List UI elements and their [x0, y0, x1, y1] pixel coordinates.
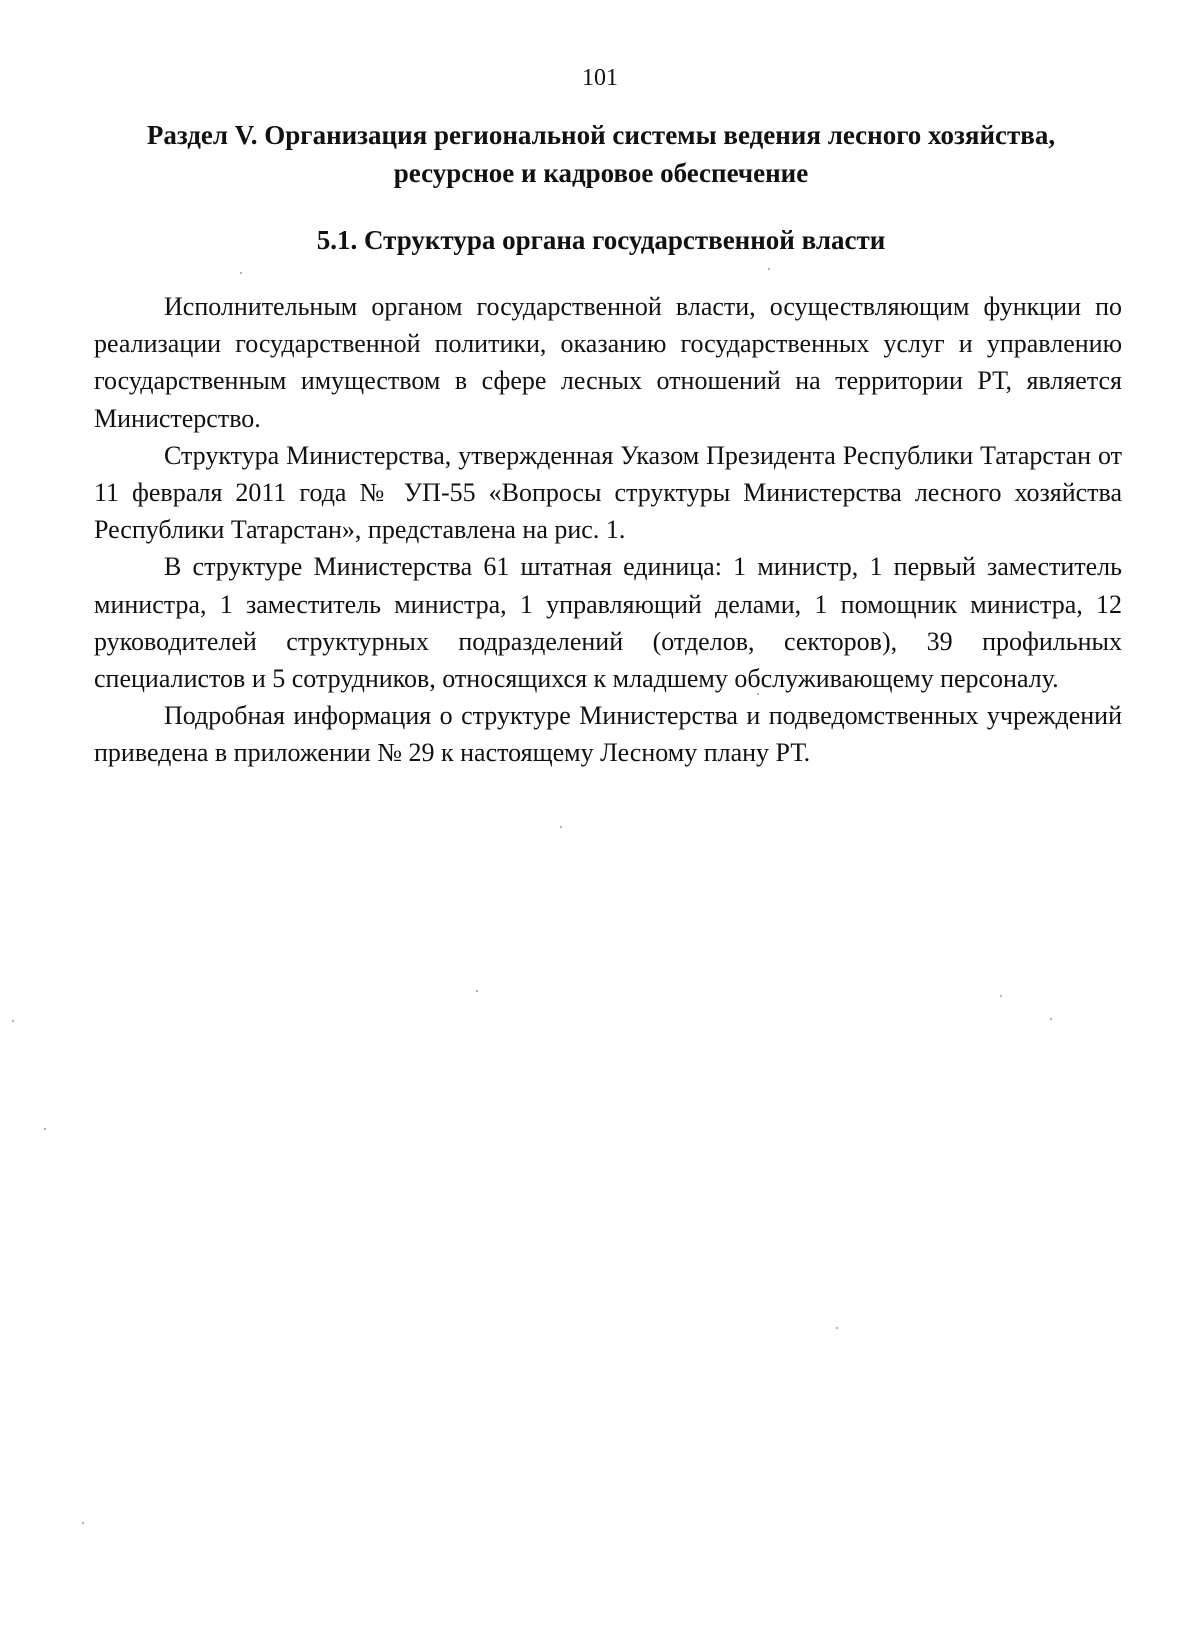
- section-title-line-1: Раздел V. Организация региональной системы ведения лесного хозяйства,: [146, 120, 1056, 150]
- scan-speck: [82, 1522, 84, 1524]
- paragraph: Структура Министерства, утвержденная Указом Президента Республики Татарстан от 11 февраля 2011 года № УП-55 «Вопросы структуры Министерства лесного хозяйства Республики Татарстан», представлена на рис. 1.: [94, 440, 1122, 545]
- body-text: [94, 288, 1122, 772]
- subsection-title: 5.1. Структура органа государственной власти: [316, 225, 886, 255]
- page-number: 101: [582, 65, 618, 91]
- paragraph: В структуре Министерства 61 штатная единица: 1 министр, 1 первый заместитель министра, 1 заместитель министра, 1 управляющий делами, 1 помощник министра, 12 руководителей структурных подразделений (отделов, секторов), 39 профильных специалистов и 5 сотрудников, относящихся к младшему обслуживающему персоналу.: [94, 552, 1122, 694]
- scan-speck: [836, 1327, 838, 1329]
- scan-speck: [12, 1020, 14, 1022]
- scan-speck: [1050, 1018, 1052, 1020]
- paragraph: Исполнительным органом государственной власти, осуществляющим функции по реализации государственной политики, оказанию государственных услуг и управлению государственным имуществом в сфере лесных отношений на территории РТ, является Министерство.: [94, 292, 1122, 433]
- section-title: [96, 116, 1106, 192]
- scan-speck: [757, 693, 759, 695]
- scan-speck: [560, 826, 562, 828]
- scan-speck: [240, 272, 242, 274]
- scan-speck: [476, 990, 478, 992]
- scan-speck: [44, 1128, 46, 1130]
- section-title-line-2: ресурсное и кадровое обеспечение: [393, 158, 809, 188]
- scan-speck: [1000, 995, 1002, 997]
- paragraph: Подробная информация о структуре Министерства и подведомственных учреждений приведена в приложении № 29 к настоящему Лесному плану РТ.: [94, 701, 1122, 768]
- scan-speck: [768, 268, 770, 270]
